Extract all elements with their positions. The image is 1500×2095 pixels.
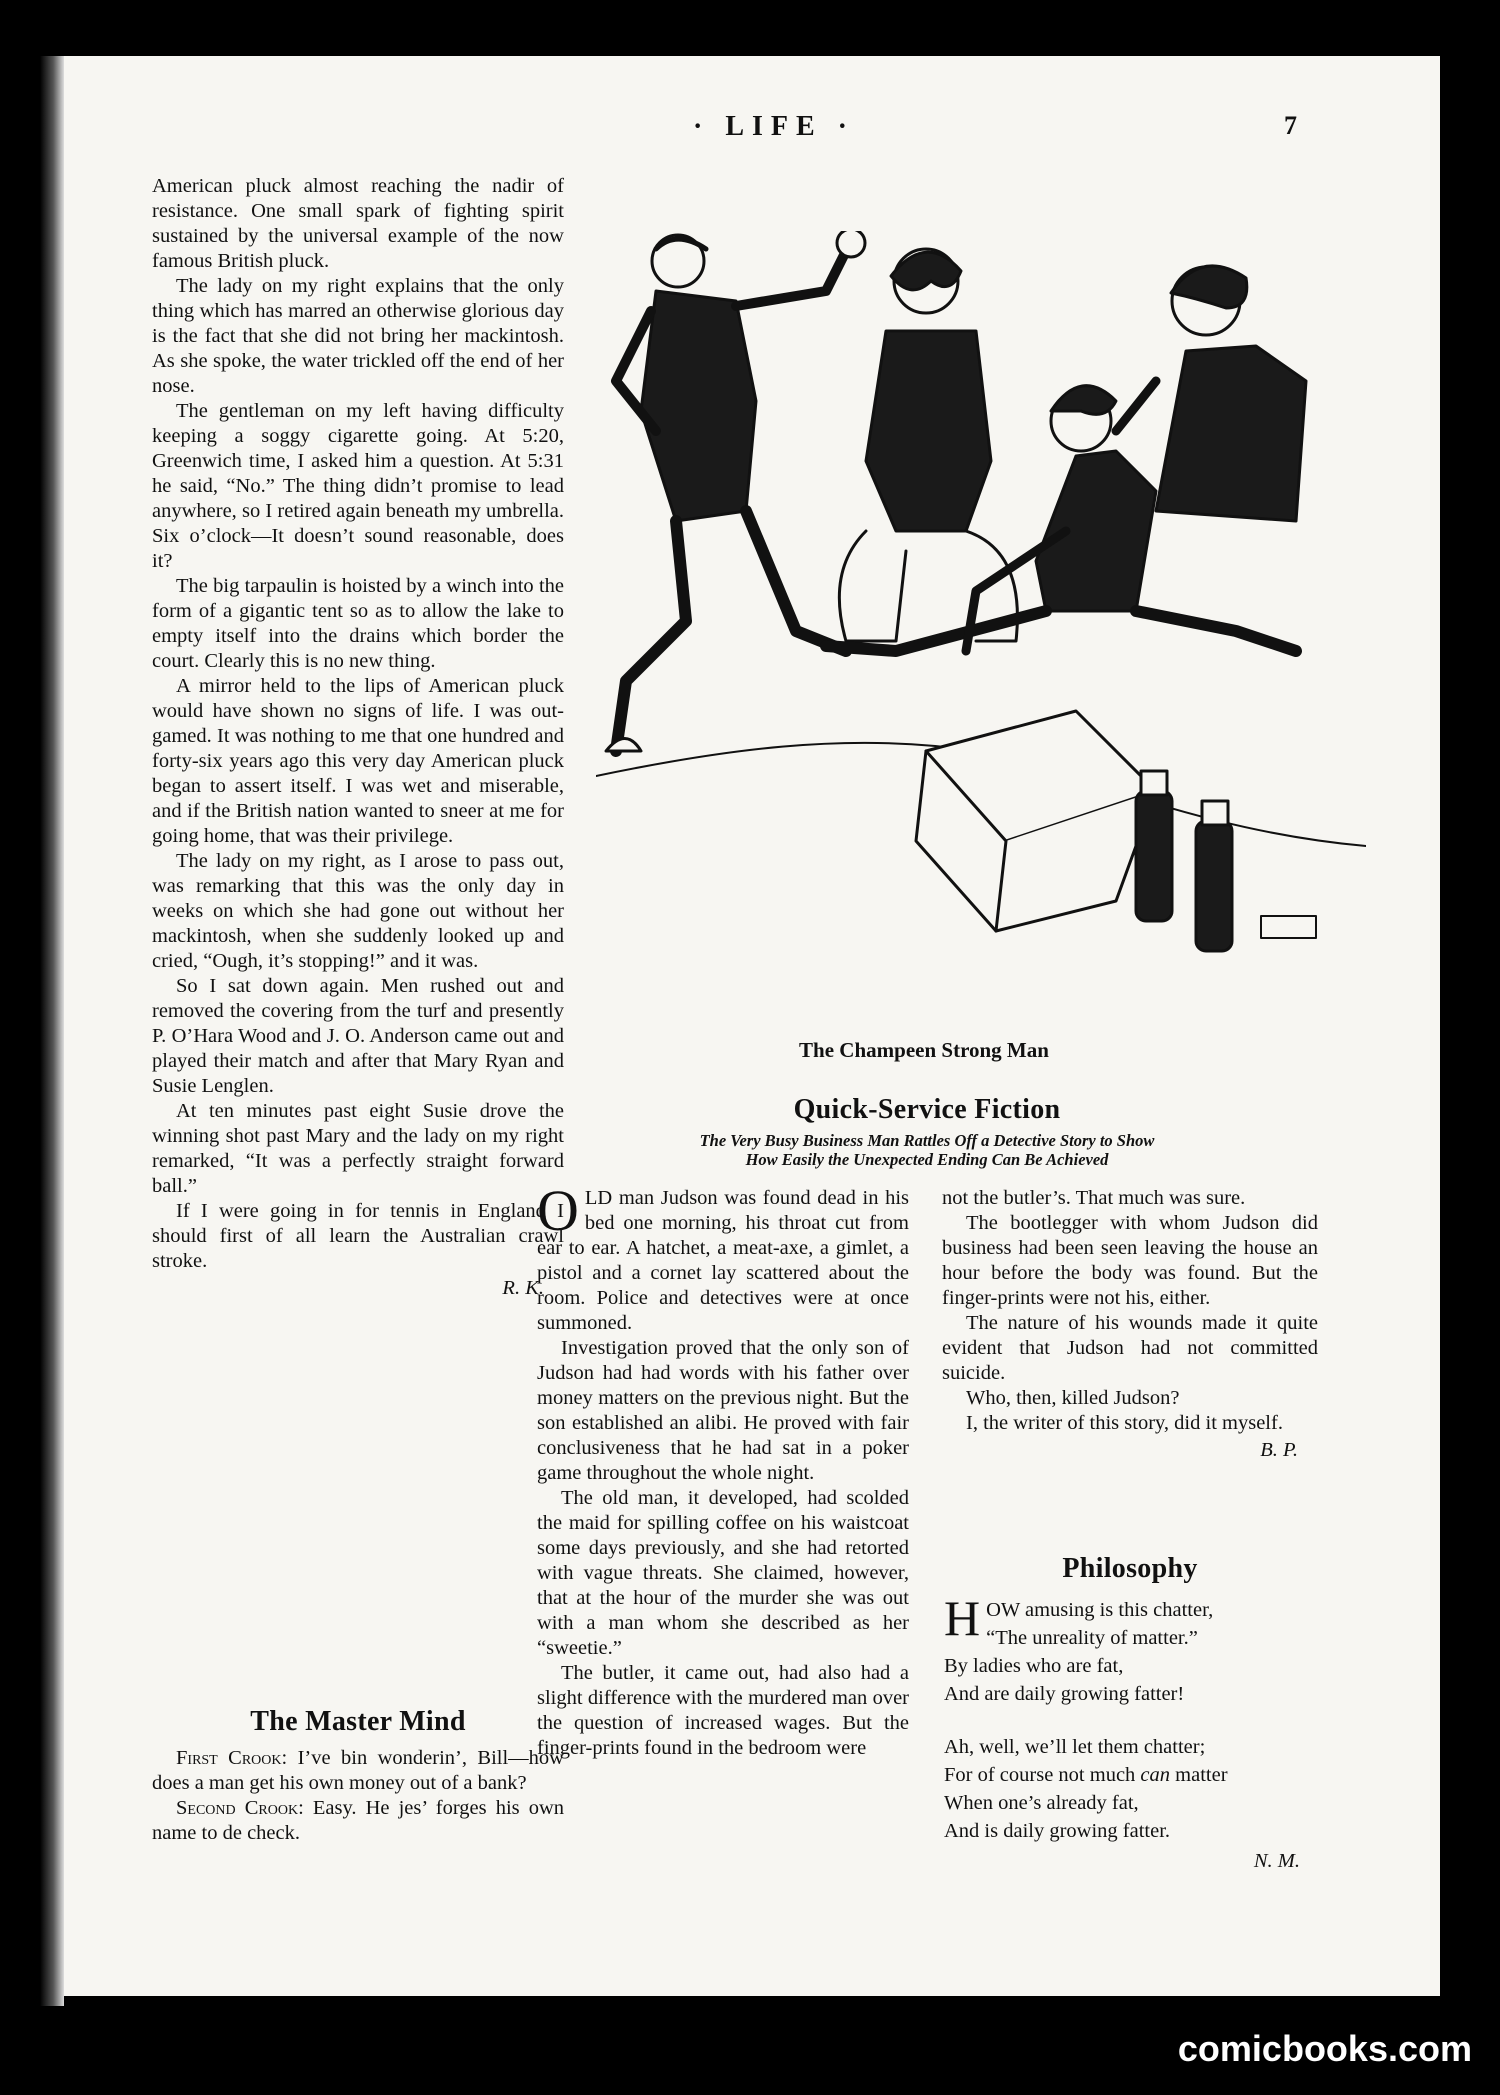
article-paragraph: The bootlegger with whom Judson did business had been seen leaving the house an hour before the body was found. But the finger-prints were not his, either. xyxy=(942,1212,1318,1309)
philosophy-title: Philosophy xyxy=(1062,1553,1198,1584)
article-paragraph: At ten minutes past eight Susie drove the winning shot past Mary and the lady on my right remarked, “It was a perfectly straight forward ball.” xyxy=(152,1100,564,1197)
poem-line: For of course not much can matter xyxy=(944,1764,1228,1786)
article-paragraph: The lady on my right explains that the only thing which has marred an otherwise glorious day is the fact that she did not bring her mackintosh. As she spoke, the water trickled off the end of her nose. xyxy=(152,275,564,397)
article-paragraph: I, the writer of this story, did it myself. xyxy=(966,1412,1283,1434)
deck-line: The Very Busy Business Man Rattles Off a Detective Story to Show xyxy=(699,1131,1155,1150)
poem-line: “The unreality of matter.” xyxy=(986,1627,1198,1649)
strong-man-illustration xyxy=(596,231,1366,1031)
article-paragraph: LD man Judson was found dead in his bed one morning, his throat cut from ear to ear. A hatchet, a meat-axe, a gimlet, a pistol and a cornet lay scattered about the room. Police and detectives were at once summoned. xyxy=(537,1187,909,1334)
master-mind-body: First Crook: I’ve bin wonderin’, Bill—how does a man get his own money out of a bank? Second Crook: Easy. He jes’ forges his own name to de check. xyxy=(152,1747,565,1844)
poem-line: When one’s already fat, xyxy=(944,1792,1139,1814)
quick-service-title: Quick-Service Fiction xyxy=(793,1094,1061,1125)
author-signature: N. M. xyxy=(1253,1850,1300,1872)
article-paragraph: not the butler’s. That much was sure. xyxy=(942,1187,1246,1209)
article-paragraph: The old man, it developed, had scolded the maid for spilling coffee on his waistcoat some days previously, and she had retorted with vague threats. She claimed, however, that at the hour of the murder she was out with a man whom she described as her “sweetie.” xyxy=(537,1487,909,1659)
poem-line: And is daily growing fatter. xyxy=(944,1820,1171,1842)
page-number: 7 xyxy=(1284,111,1297,140)
philosophy-poem xyxy=(944,1590,1320,1875)
dialogue-line: Easy. He jes’ forges his own name to de check. xyxy=(152,1797,565,1844)
drop-cap: O xyxy=(537,1178,579,1243)
article-paragraph: So I sat down again. Men rushed out and removed the covering from the turf and presently P. O’Hara Wood and J. O. Anderson came out and played their match and after that Mary Ryan and Susie Lenglen. xyxy=(152,975,564,1097)
article-paragraph: American pluck almost reaching the nadir of resistance. One small spark of fighting spirit sustained by the universal example of the now famous British pluck. xyxy=(152,175,564,272)
article-paragraph: The gentleman on my left having difficulty keeping a soggy cigarette going. At 5:20, Greenwich time, I asked him a question. At 5:31 he said, “No.” The thing didn’t promise to lead anywhere, so I retired again beneath my umbrella. Six o’clock—It doesn’t sound reasonable, does it? xyxy=(152,400,564,572)
magazine-page xyxy=(64,56,1440,1996)
article-paragraph: The lady on my right, as I arose to pass out, was remarking that this was the only day in weeks on which she had gone out without her mackintosh, when she suddenly looked up and cried, “Ough, it’s stopping!” and it was. xyxy=(152,850,564,972)
poem-line: Ah, well, we’ll let them chatter; xyxy=(944,1736,1206,1758)
dialogue-line: I’ve bin wonderin’, Bill—how does a man get his own money out of a bank? xyxy=(152,1747,564,1794)
drop-cap: H xyxy=(944,1590,981,1646)
poem-line: And are daily growing fatter! xyxy=(944,1683,1185,1705)
quick-service-column-2 xyxy=(942,1186,1318,1463)
speaker-label: Second Crook xyxy=(176,1797,299,1819)
quick-service-deck xyxy=(537,1131,1317,1169)
page-binding-shadow xyxy=(40,56,64,2006)
tennis-article-column xyxy=(152,174,564,1301)
master-mind-title: The Master Mind xyxy=(250,1706,466,1737)
quick-service-column-1 xyxy=(537,1178,909,1761)
deck-line: How Easily the Unexpected Ending Can Be Achieved xyxy=(745,1150,1109,1169)
article-paragraph: The butler, it came out, had also had a slight difference with the murdered man over the question of increased wages. But the finger-prints found in the bedroom were xyxy=(537,1662,909,1759)
article-paragraph: If I were going in for tennis in England I should first of all learn the Australian crawl stroke. xyxy=(152,1200,564,1272)
author-signature: B. P. xyxy=(1260,1439,1298,1461)
article-paragraph: The big tarpaulin is hoisted by a winch into the form of a gigantic tent so as to allow the lake to empty itself into the drains which border the court. Clearly this is no new thing. xyxy=(152,575,564,672)
author-signature: R. K. xyxy=(502,1277,544,1299)
article-paragraph: Investigation proved that the only son of Judson had had words with his father over money matters on the previous night. But the son established an alibi. He proved with fair conclusiveness that he had sat in a poker game throughout the whole night. xyxy=(537,1337,909,1484)
article-paragraph: The nature of his wounds made it quite evident that Judson had not committed suicide. xyxy=(942,1312,1318,1384)
poem-line: By ladies who are fat, xyxy=(944,1655,1124,1677)
article-paragraph: Who, then, killed Judson? xyxy=(966,1387,1180,1409)
speaker-label: First Crook xyxy=(176,1747,282,1769)
poem-line: OW amusing is this chatter, xyxy=(986,1599,1214,1621)
article-paragraph: A mirror held to the lips of American pluck would have shown no signs of life. I was out-gamed. It was nothing to me that one hundred and forty-six years ago this very day American pluck began to assert itself. I was wet and miserable, and if the British nation wanted to sneer at me for going home, that was their privilege. xyxy=(152,675,564,847)
illustration-caption: The Champeen Strong Man xyxy=(799,1038,1049,1062)
masthead: · LIFE · xyxy=(692,111,856,142)
site-watermark: comicbooks.com xyxy=(1177,2028,1472,2069)
